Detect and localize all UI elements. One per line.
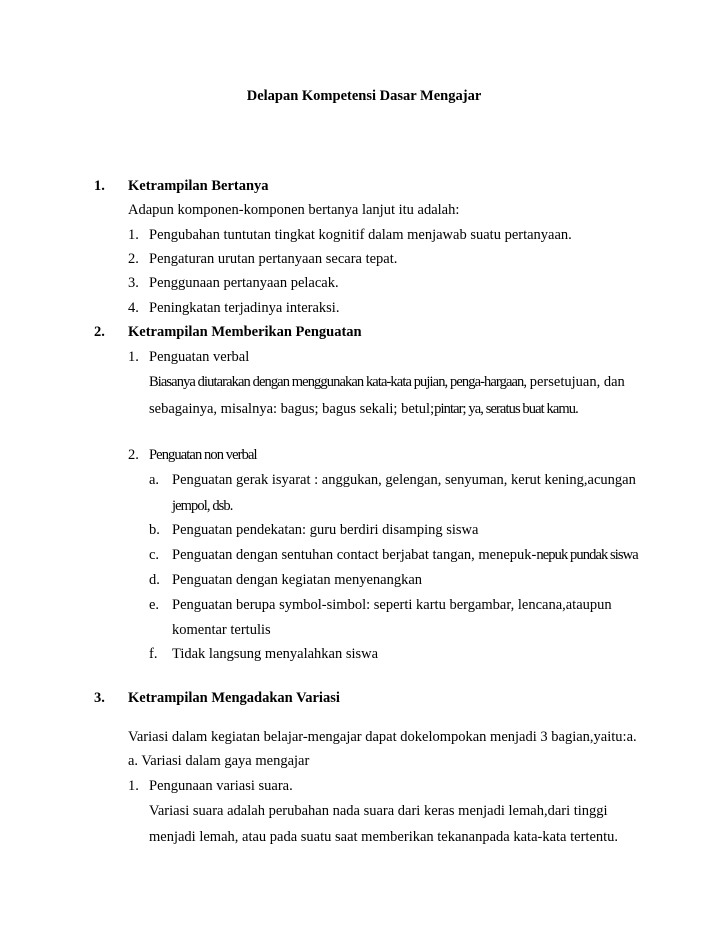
subsection-label: a. Variasi dalam gaya mengajar xyxy=(128,753,310,769)
list-item-text: Penguatan berupa symbol-simbol: seperti kartu bergambar, lencana,ataupun xyxy=(172,597,612,613)
paragraph-text: sebagainya, misalnya: bagus; bagus sekali; betul; xyxy=(149,401,435,417)
paragraph-line xyxy=(149,401,578,418)
paragraph-line: menjadi lemah, atau pada suatu saat memberikan tekananpada kata-kata tertentu. xyxy=(149,829,619,845)
list-item-text: Pengubahan tuntutan tingkat kognitif dalam menjawab suatu pertanyaan. xyxy=(149,227,572,243)
list-item-text: Penggunaan pertanyaan pelacak. xyxy=(149,275,339,291)
list-item-text: Peningkatan terjadinya interaksi. xyxy=(149,300,340,316)
paragraph-text-condensed: pintar; ya, seratus buat kamu. xyxy=(434,401,578,417)
list-letter: e. xyxy=(149,597,160,613)
page-title: Delapan Kompetensi Dasar Mengajar xyxy=(246,88,482,104)
list-item-text-condensed: nepuk pundak siswa xyxy=(536,547,638,563)
list-item-text: Penguatan pendekatan: guru berdiri disamping siswa xyxy=(172,522,479,538)
subsection-label: Penguatan verbal xyxy=(149,349,250,365)
list-item-text: Pengaturan urutan pertanyaan secara tepat. xyxy=(149,251,398,267)
subsection-number: 1. xyxy=(128,349,139,365)
section-1-heading: Ketrampilan Bertanya xyxy=(128,178,269,194)
subsection-label: Penguatan non verbal xyxy=(149,447,257,463)
paragraph-line: Variasi suara adalah perubahan nada suara dari keras menjadi lemah,dari tinggi xyxy=(149,803,608,819)
list-item-continuation: komentar tertulis xyxy=(172,622,271,638)
list-item-text-part: Penguatan dengan sentuhan contact berjabat tangan, menepuk- xyxy=(172,547,537,563)
section-1-number: 1. xyxy=(94,178,105,194)
list-item-text: Penguatan dengan kegiatan menyenangkan xyxy=(172,572,423,588)
paragraph-text: persetujuan, dan xyxy=(526,374,625,390)
list-item-number: 2. xyxy=(128,251,139,267)
section-3-number: 3. xyxy=(94,690,105,706)
list-item-number: 4. xyxy=(128,300,139,316)
section-2-number: 2. xyxy=(94,324,105,340)
list-letter: f. xyxy=(149,646,158,662)
subsection-number: 2. xyxy=(128,447,139,463)
paragraph-line: Variasi dalam kegiatan belajar-mengajar dapat dokelompokan menjadi 3 bagian,yaitu:a. xyxy=(128,729,637,745)
list-item-text: Tidak langsung menyalahkan siswa xyxy=(172,646,379,662)
list-letter: d. xyxy=(149,572,160,588)
list-item-continuation: jempol, dsb. xyxy=(172,498,233,514)
paragraph-text-condensed: Biasanya diutarakan dengan menggunakan kata-kata pujian, penga-hargaan, xyxy=(149,374,527,390)
list-item-text: Penguatan gerak isyarat : anggukan, gelengan, senyuman, kerut kening,acungan xyxy=(172,472,636,488)
section-3-heading: Ketrampilan Mengadakan Variasi xyxy=(128,690,340,706)
list-item-number: 1. xyxy=(128,778,139,794)
list-letter: a. xyxy=(149,472,160,488)
list-letter: c. xyxy=(149,547,160,563)
paragraph-line xyxy=(149,374,625,391)
list-item-text xyxy=(172,547,638,564)
list-item-text: Pengunaan variasi suara. xyxy=(149,778,293,794)
section-2-heading: Ketrampilan Memberikan Penguatan xyxy=(128,324,362,340)
list-item-number: 3. xyxy=(128,275,139,291)
list-item-number: 1. xyxy=(128,227,139,243)
list-letter: b. xyxy=(149,522,160,538)
section-1-intro: Adapun komponen-komponen bertanya lanjut itu adalah: xyxy=(128,202,460,218)
